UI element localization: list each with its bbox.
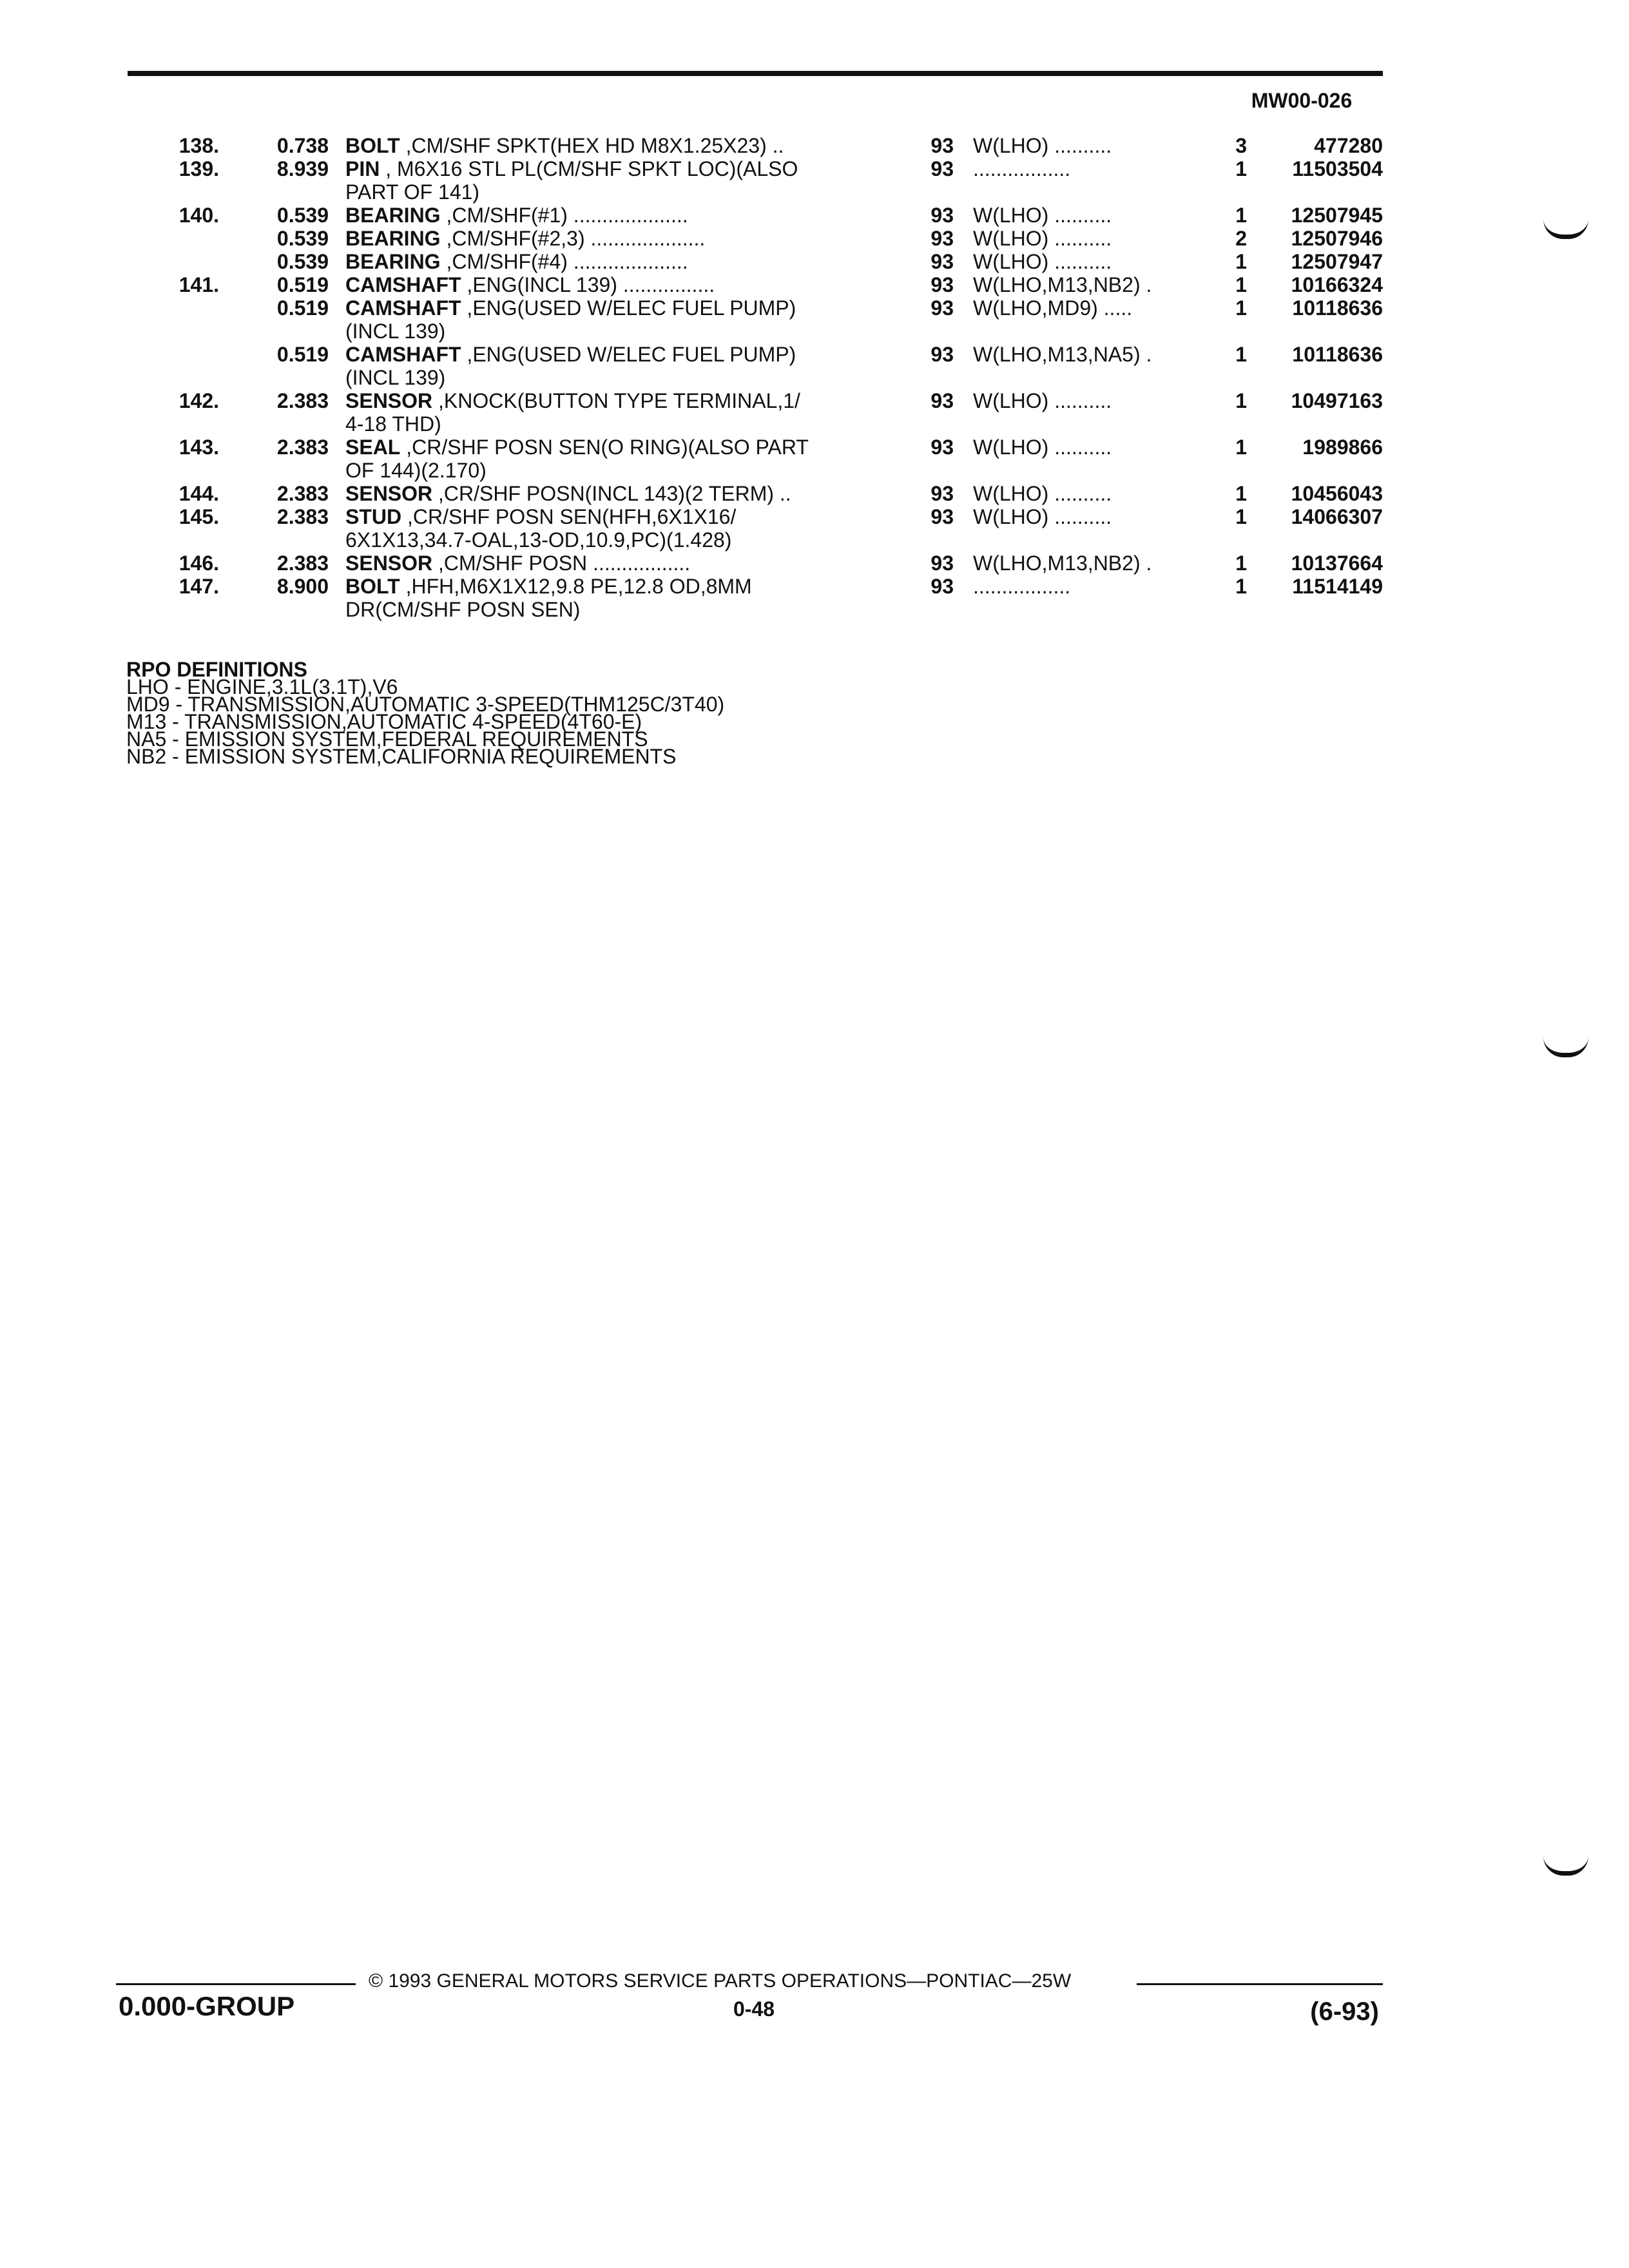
quantity: 1 <box>1235 575 1247 598</box>
part-name: BOLT <box>345 134 400 157</box>
part-number: 11514149 <box>1292 575 1383 598</box>
quantity: 1 <box>1235 482 1247 505</box>
description-line: (INCL 139) <box>345 366 446 389</box>
rpo-item: M13 - TRANSMISSION,AUTOMATIC 4-SPEED(4T60-E) <box>126 710 642 733</box>
illustration-ref: 0.519 <box>276 296 329 320</box>
part-name: CAMSHAFT <box>345 273 461 296</box>
quantity: 2 <box>1235 227 1247 250</box>
model-year: 93 <box>930 296 954 320</box>
part-number: 477280 <box>1314 134 1383 157</box>
rpo-item: NA5 - EMISSION SYSTEM,FEDERAL REQUIREMENTS <box>126 727 648 751</box>
description-line <box>345 505 887 528</box>
part-number: 14066307 <box>1291 505 1383 528</box>
part-name: SENSOR <box>345 482 433 505</box>
page-number: 0-48 <box>733 1997 775 2021</box>
parts-list <box>0 134 1629 621</box>
footer-rule-left <box>116 1983 356 1985</box>
part-name: STUD <box>345 505 402 528</box>
model-year: 93 <box>930 250 954 273</box>
quantity: 1 <box>1235 389 1247 412</box>
usage-code: W(LHO,M13,NB2) . <box>973 552 1152 575</box>
parts-row <box>0 250 1629 273</box>
illustration-ref: 2.383 <box>276 505 329 528</box>
rpo-item: LHO - ENGINE,3.1L(3.1T),V6 <box>126 675 398 698</box>
part-name: BOLT <box>345 575 400 598</box>
part-detail: ,CR/SHF POSN(INCL 143)(2 TERM) .. <box>432 482 791 505</box>
part-description <box>345 436 887 482</box>
part-number: 1989866 <box>1302 436 1383 459</box>
usage-code: W(LHO) .......... <box>973 250 1112 273</box>
part-description <box>345 505 887 552</box>
parts-row <box>0 134 1629 157</box>
illustration-ref: 2.383 <box>276 552 329 575</box>
parts-row <box>0 227 1629 250</box>
revision-date: (6-93) <box>1310 1997 1379 2026</box>
item-number: 144. <box>178 482 219 505</box>
description-line <box>345 343 887 366</box>
description-line: DR(CM/SHF POSN SEN) <box>345 598 581 621</box>
part-detail: ,CM/SHF(#2,3) .................... <box>440 227 706 250</box>
parts-row <box>0 505 1629 552</box>
description-line <box>345 296 887 320</box>
quantity: 1 <box>1235 552 1247 575</box>
part-detail: ,CM/SHF SPKT(HEX HD M8X1.25X23) .. <box>400 134 784 157</box>
description-line <box>345 204 887 227</box>
part-description <box>345 343 887 389</box>
rpo-title: RPO DEFINITIONS <box>126 658 307 681</box>
part-detail: ,CR/SHF POSN SEN(O RING)(ALSO PART <box>400 436 809 459</box>
quantity: 1 <box>1235 343 1247 366</box>
parts-row <box>0 575 1629 621</box>
part-number: 11503504 <box>1292 157 1383 180</box>
quantity: 1 <box>1235 436 1247 459</box>
description-line: 4-18 THD) <box>345 412 441 436</box>
quantity: 1 <box>1235 273 1247 296</box>
part-detail: ,CM/SHF(#1) .................... <box>440 204 688 227</box>
model-year: 93 <box>930 343 954 366</box>
quantity: 1 <box>1235 250 1247 273</box>
part-detail: ,HFH,M6X1X12,9.8 PE,12.8 OD,8MM <box>400 575 752 598</box>
part-detail: ,ENG(USED W/ELEC FUEL PUMP) <box>461 296 796 320</box>
description-line: (INCL 139) <box>345 320 446 343</box>
item-number: 140. <box>178 204 219 227</box>
usage-code: W(LHO) .......... <box>973 227 1112 250</box>
part-detail: ,ENG(INCL 139) ................ <box>461 273 715 296</box>
usage-code: W(LHO,M13,NA5) . <box>973 343 1152 366</box>
binder-hole-mark <box>1543 1856 1588 1876</box>
part-description <box>345 157 887 204</box>
illustration-ref: 0.738 <box>276 134 329 157</box>
parts-row <box>0 296 1629 343</box>
parts-row <box>0 482 1629 505</box>
description-line: PART OF 141) <box>345 180 480 204</box>
usage-code: W(LHO) .......... <box>973 505 1112 528</box>
description-line <box>345 250 887 273</box>
parts-row <box>0 389 1629 436</box>
item-number: 141. <box>178 273 219 296</box>
item-number: 145. <box>178 505 219 528</box>
part-name: CAMSHAFT <box>345 343 461 366</box>
parts-row <box>0 204 1629 227</box>
quantity: 1 <box>1235 204 1247 227</box>
model-year: 93 <box>930 482 954 505</box>
model-year: 93 <box>930 227 954 250</box>
description-line <box>345 482 887 505</box>
part-description <box>345 250 887 273</box>
illustration-ref: 0.519 <box>276 273 329 296</box>
description-line <box>345 134 887 157</box>
usage-code: W(LHO,M13,NB2) . <box>973 273 1152 296</box>
part-name: CAMSHAFT <box>345 296 461 320</box>
usage-code: ................. <box>973 157 1071 180</box>
part-number: 12507947 <box>1291 250 1383 273</box>
description-line <box>345 575 887 598</box>
usage-code: W(LHO) .......... <box>973 436 1112 459</box>
rpo-item: MD9 - TRANSMISSION,AUTOMATIC 3-SPEED(THM125C/3T40) <box>126 693 725 716</box>
usage-code: W(LHO) .......... <box>973 204 1112 227</box>
item-number: 139. <box>178 157 219 180</box>
quantity: 1 <box>1235 296 1247 320</box>
part-number: 10456043 <box>1291 482 1383 505</box>
part-number: 10137664 <box>1291 552 1383 575</box>
copyright-notice: © 1993 GENERAL MOTORS SERVICE PARTS OPERATIONS—PONTIAC—25W <box>369 1970 1072 1992</box>
part-description <box>345 575 887 621</box>
part-number: 10166324 <box>1291 273 1383 296</box>
quantity: 3 <box>1235 134 1247 157</box>
item-number: 143. <box>178 436 219 459</box>
part-description <box>345 296 887 343</box>
part-name: BEARING <box>345 227 441 250</box>
model-year: 93 <box>930 204 954 227</box>
usage-code: W(LHO) .......... <box>973 389 1112 412</box>
illustration-ref: 8.900 <box>276 575 329 598</box>
footer-rule-right <box>1137 1983 1383 1985</box>
group-label: 0.000-GROUP <box>119 1991 295 2021</box>
rpo-definitions <box>126 658 725 768</box>
binder-hole-mark <box>1543 1037 1588 1057</box>
description-line <box>345 227 887 250</box>
model-year: 93 <box>930 436 954 459</box>
model-year: 93 <box>930 273 954 296</box>
illustration-ref: 2.383 <box>276 389 329 412</box>
description-line <box>345 389 887 412</box>
quantity: 1 <box>1235 157 1247 180</box>
part-description <box>345 227 887 250</box>
item-number: 147. <box>178 575 219 598</box>
parts-row <box>0 436 1629 482</box>
illustration-ref: 0.539 <box>276 250 329 273</box>
model-year: 93 <box>930 505 954 528</box>
part-detail: ,KNOCK(BUTTON TYPE TERMINAL,1/ <box>432 389 800 412</box>
parts-row <box>0 157 1629 204</box>
description-line <box>345 436 887 459</box>
part-detail: ,ENG(USED W/ELEC FUEL PUMP) <box>461 343 796 366</box>
illustration-ref: 2.383 <box>276 482 329 505</box>
model-year: 93 <box>930 575 954 598</box>
part-description <box>345 552 887 575</box>
part-number: 12507946 <box>1291 227 1383 250</box>
rpo-item: NB2 - EMISSION SYSTEM,CALIFORNIA REQUIREMENTS <box>126 745 677 768</box>
part-description <box>345 134 887 157</box>
part-name: PIN <box>345 157 380 180</box>
usage-code: W(LHO) .......... <box>973 134 1112 157</box>
description-line <box>345 552 887 575</box>
top-rule <box>128 71 1383 76</box>
part-description <box>345 389 887 436</box>
part-number: 10118636 <box>1292 343 1383 366</box>
item-number: 138. <box>178 134 219 157</box>
part-number: 12507945 <box>1291 204 1383 227</box>
document-id: MW00-026 <box>1251 89 1353 112</box>
part-name: BEARING <box>345 204 441 227</box>
part-description <box>345 273 887 296</box>
part-detail: , M6X16 STL PL(CM/SHF SPKT LOC)(ALSO <box>380 157 798 180</box>
part-name: BEARING <box>345 250 441 273</box>
model-year: 93 <box>930 134 954 157</box>
usage-code: W(LHO,MD9) ..... <box>973 296 1133 320</box>
part-number: 10497163 <box>1291 389 1383 412</box>
part-name: SEAL <box>345 436 401 459</box>
illustration-ref: 0.539 <box>276 204 329 227</box>
parts-row <box>0 273 1629 296</box>
model-year: 93 <box>930 552 954 575</box>
part-detail: ,CM/SHF(#4) .................... <box>440 250 688 273</box>
usage-code: ................. <box>973 575 1071 598</box>
illustration-ref: 8.939 <box>276 157 329 180</box>
part-detail: ,CR/SHF POSN SEN(HFH,6X1X16/ <box>401 505 737 528</box>
parts-row <box>0 343 1629 389</box>
part-number: 10118636 <box>1292 296 1383 320</box>
quantity: 1 <box>1235 505 1247 528</box>
part-name: SENSOR <box>345 552 433 575</box>
description-line <box>345 273 887 296</box>
description-line: OF 144)(2.170) <box>345 459 487 482</box>
part-name: SENSOR <box>345 389 433 412</box>
model-year: 93 <box>930 389 954 412</box>
item-number: 142. <box>178 389 219 412</box>
parts-row <box>0 552 1629 575</box>
part-description <box>345 204 887 227</box>
item-number: 146. <box>178 552 219 575</box>
usage-code: W(LHO) .......... <box>973 482 1112 505</box>
part-description <box>345 482 887 505</box>
illustration-ref: 2.383 <box>276 436 329 459</box>
description-line <box>345 157 887 180</box>
illustration-ref: 0.539 <box>276 227 329 250</box>
model-year: 93 <box>930 157 954 180</box>
description-line: 6X1X13,34.7-OAL,13-OD,10.9,PC)(1.428) <box>345 528 732 552</box>
illustration-ref: 0.519 <box>276 343 329 366</box>
part-detail: ,CM/SHF POSN ................. <box>432 552 691 575</box>
